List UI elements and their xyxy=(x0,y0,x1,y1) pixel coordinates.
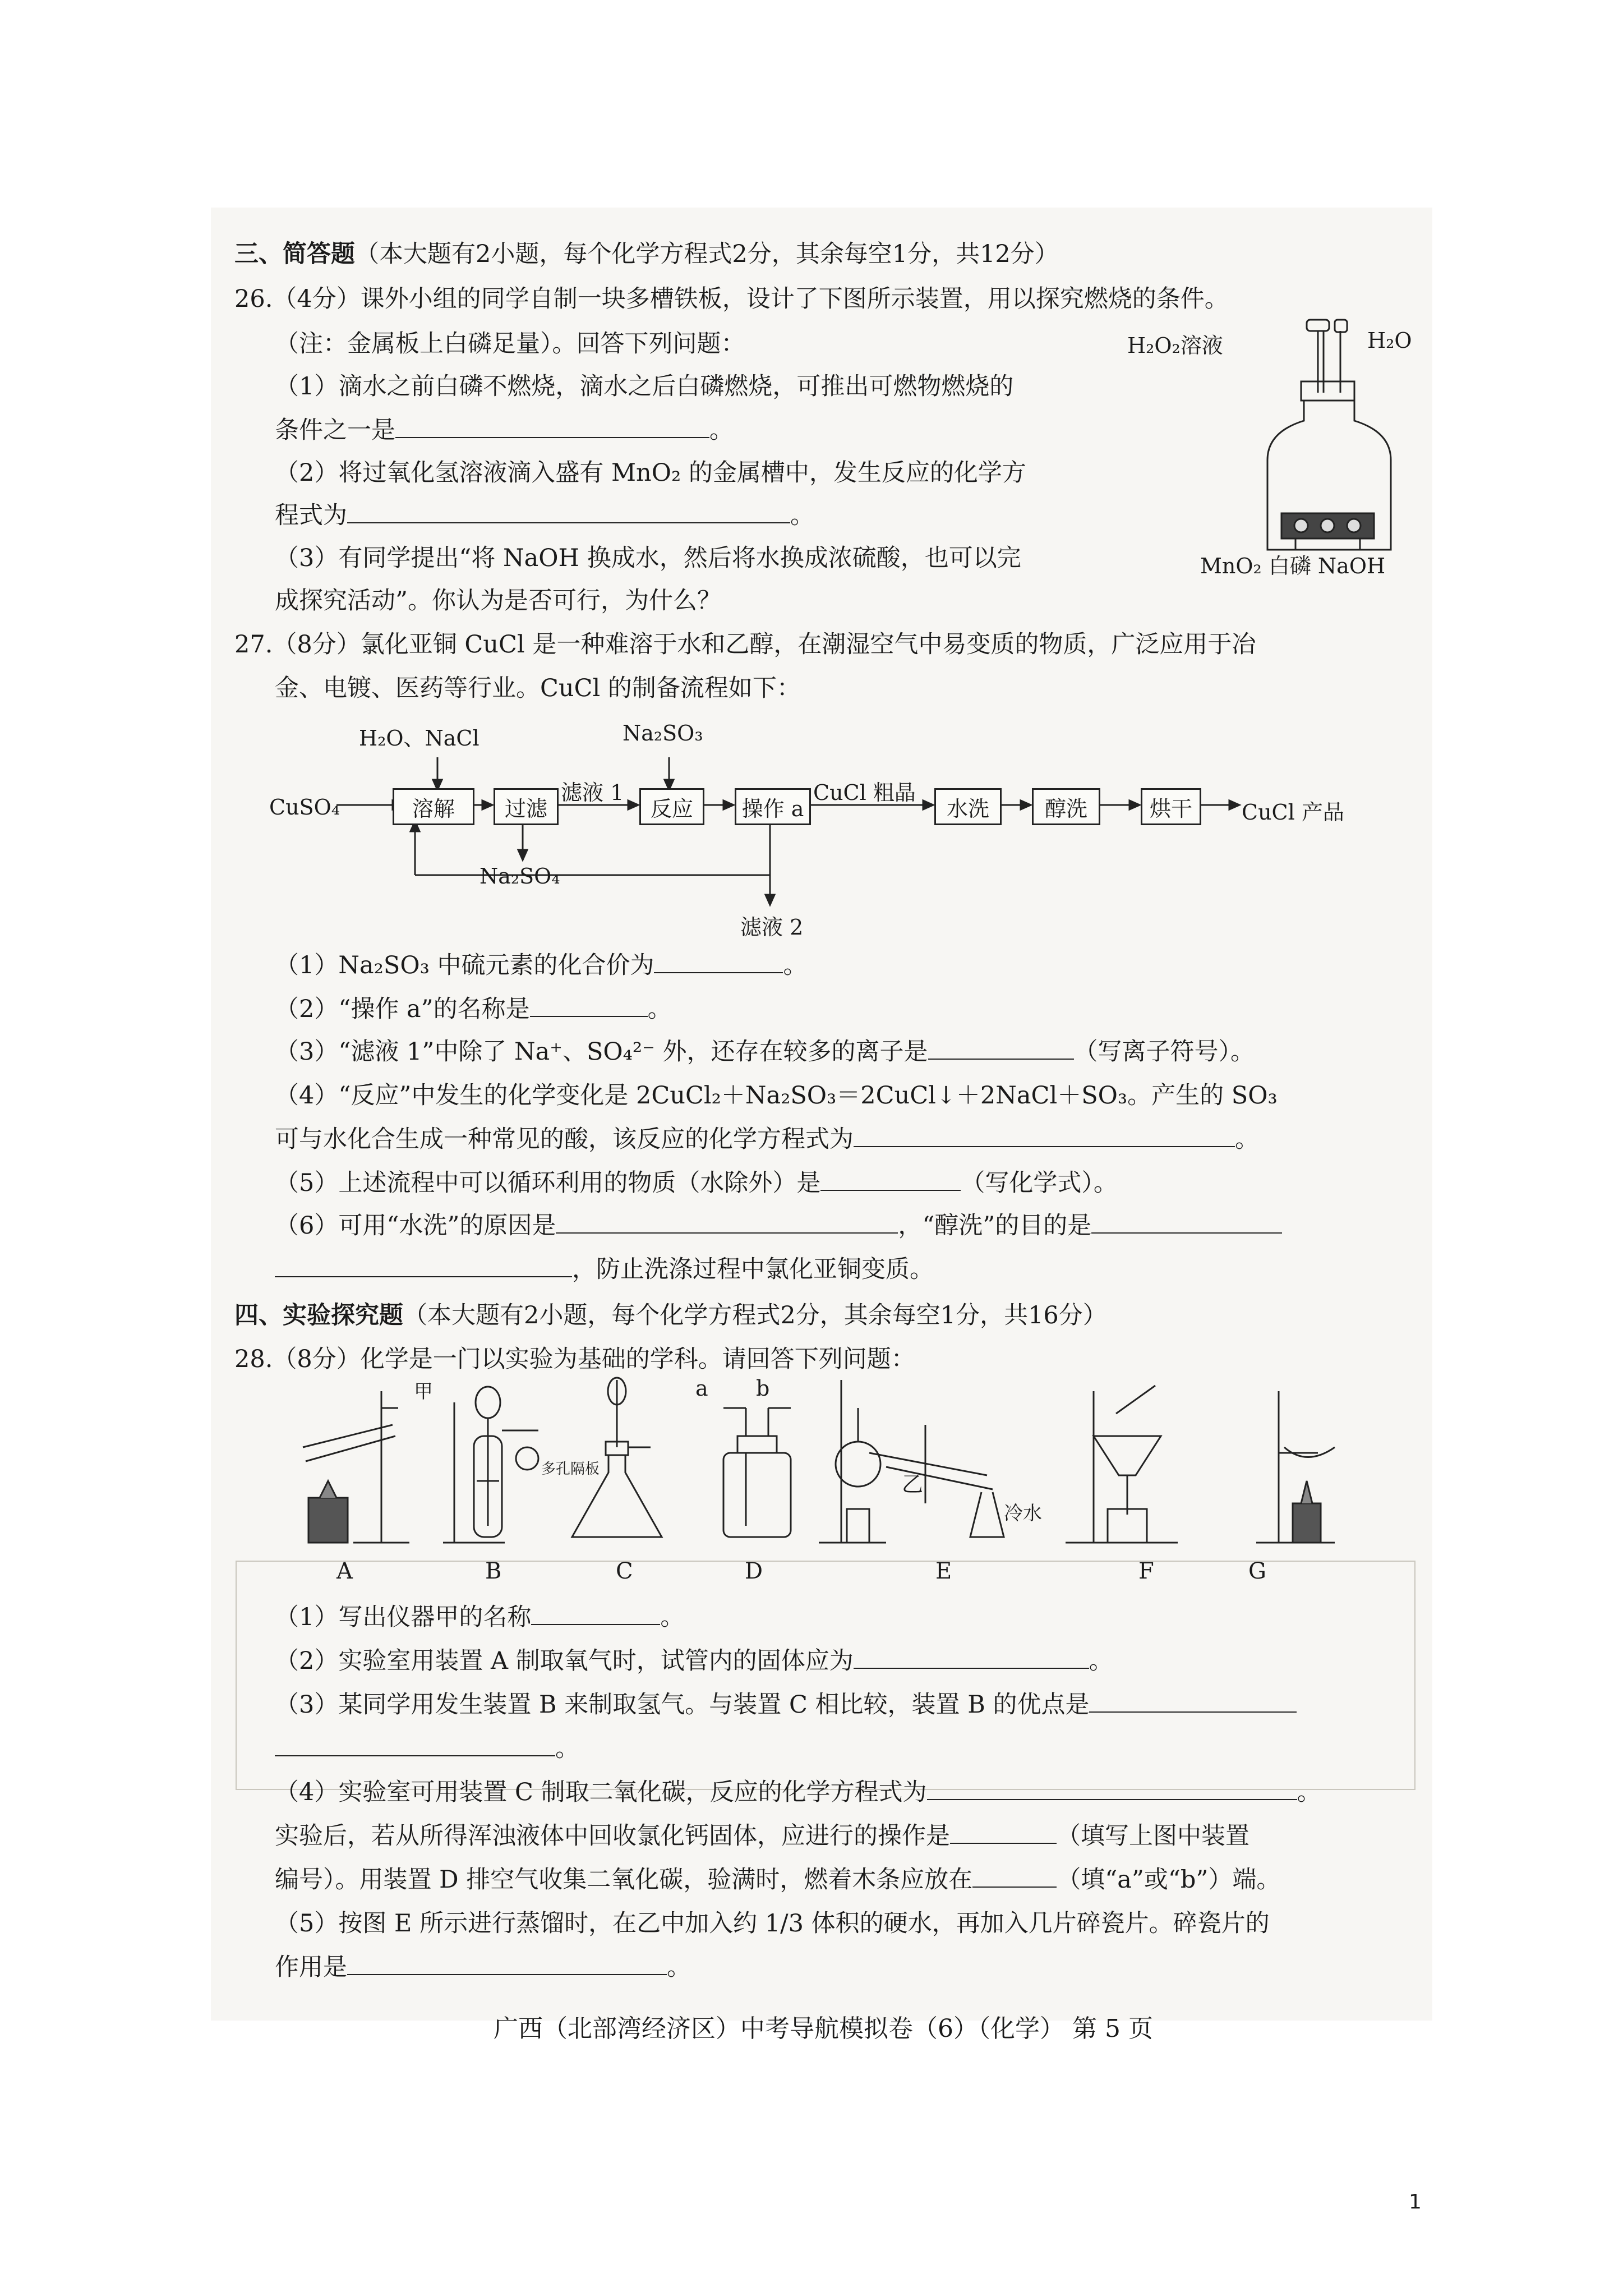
q28-p4a: （4）实验室可用装置 C 制取二氧化碳，反应的化学方程式为 。 xyxy=(275,1778,1321,1806)
flow-box-water-wash: 水洗 xyxy=(934,788,1002,825)
flow-arrow1-label: 滤液 1 xyxy=(561,780,624,805)
page-number: 1 xyxy=(1409,2191,1422,2214)
q27-p3: （3）“滤液 1”中除了 Na⁺、SO₄²⁻ 外，还存在较多的离子是 （写离子符号）。 xyxy=(275,1038,1255,1066)
q27-p5: （5）上述流程中可以循环利用的物质（水除外）是 （写化学式）。 xyxy=(275,1169,1118,1197)
apparatus-label-c: C xyxy=(616,1558,633,1584)
answer-blank[interactable] xyxy=(1089,1711,1297,1713)
q26-line1: 26.（4分）课外小组的同学自制一块多槽铁板，设计了下图所示装置，用以探究燃烧的条件。 xyxy=(234,285,1229,313)
flow-below1: Na₂SO₄ xyxy=(479,864,560,889)
answer-blank[interactable] xyxy=(972,1886,1057,1888)
fig-label-porous-plate: 多孔隔板 xyxy=(541,1461,600,1478)
section3-heading: 三、简答题（本大题有2小题，每个化学方程式2分，其余每空1分，共12分） xyxy=(234,240,1059,268)
q28-p5b: 作用是 。 xyxy=(275,1953,691,1981)
apparatus-label-a: A xyxy=(336,1558,353,1584)
q27-p4a: （4）“反应”中发生的化学变化是 2CuCl₂＋Na₂SO₃＝2CuCl↓＋2NaCl＋SO₃。产生的 SO₃ xyxy=(275,1082,1278,1110)
answer-blank[interactable] xyxy=(530,1015,648,1017)
fig-label-a: a xyxy=(695,1376,708,1401)
section4-heading: 四、实验探究题（本大题有2小题，每个化学方程式2分，其余每空1分，共16分） xyxy=(234,1301,1107,1329)
q26-p1b: 条件之一是 。 xyxy=(275,416,734,444)
answer-blank[interactable] xyxy=(275,1755,555,1756)
answer-blank[interactable] xyxy=(654,972,783,973)
answer-blank[interactable] xyxy=(395,436,709,438)
answer-blank[interactable] xyxy=(275,1276,572,1277)
fig-label-h2o: H₂O xyxy=(1367,328,1412,353)
q28-p5a: （5）按图 E 所示进行蒸馏时，在乙中加入约 1/3 体积的硬水，再加入几片碎瓷片。碎瓷片的 xyxy=(275,1910,1270,1938)
answer-blank[interactable] xyxy=(556,1232,898,1234)
q26-line2: （注：金属板上白磷足量）。回答下列问题： xyxy=(275,330,745,358)
q26-p1a: （1）滴水之前白磷不燃烧，滴水之后白磷燃烧，可推出可燃物燃烧的 xyxy=(275,372,1014,401)
fig-label-cold-water: 冷水 xyxy=(1004,1502,1042,1525)
fig-label-b: b xyxy=(756,1376,770,1401)
answer-blank[interactable] xyxy=(820,1189,961,1191)
q28-p1: （1）写出仪器甲的名称 。 xyxy=(275,1603,685,1631)
combustion-apparatus-figure xyxy=(1211,314,1436,572)
fig-label-h2o2: H₂O₂溶液 xyxy=(1127,333,1223,358)
answer-blank[interactable] xyxy=(531,1623,660,1625)
answer-blank[interactable] xyxy=(854,1667,1089,1669)
q26-p2b: 程式为 。 xyxy=(275,501,814,530)
fig-label-yi: 乙 xyxy=(902,1472,924,1497)
fig-label-bottom: MnO₂ 白磷 NaOH xyxy=(1200,554,1386,578)
q26-p3a: （3）有同学提出“将 NaOH 换成水，然后将水换成浓硫酸，也可以完 xyxy=(275,544,1021,572)
q27-line1: 27.（8分）氯化亚铜 CuCl 是一种难溶于水和乙醇，在潮湿空气中易变质的物质，广泛应用于冶 xyxy=(234,631,1256,659)
apparatus-label-f: F xyxy=(1138,1558,1154,1584)
flow-below2: 滤液 2 xyxy=(740,915,804,940)
q28-p3: （3）某同学用发生装置 B 来制取氢气。与装置 C 相比较，装置 B 的优点是 xyxy=(275,1693,1297,1717)
q28-line1: 28.（8分）化学是一门以实验为基础的学科。请回答下列问题： xyxy=(234,1345,915,1373)
apparatus-label-g: G xyxy=(1248,1558,1266,1584)
q27-p2: （2）“操作 a”的名称是 。 xyxy=(275,995,672,1023)
flow-box-alcohol-wash: 醇洗 xyxy=(1032,788,1100,825)
answer-blank[interactable] xyxy=(950,1842,1057,1844)
q26-p3b: 成探究活动”。你认为是否可行，为什么？ xyxy=(275,587,721,615)
flow-arrow2-label: CuCl 粗晶 xyxy=(813,780,916,805)
flow-box-operation-a: 操作 a xyxy=(735,788,811,825)
answer-blank[interactable] xyxy=(347,522,790,523)
answer-blank[interactable] xyxy=(928,1058,1074,1060)
q28-p3-cont: 。 xyxy=(275,1737,579,1761)
q26-p2a: （2）将过氧化氢溶液滴入盛有 MnO₂ 的金属槽中，发生反应的化学方 xyxy=(275,459,1026,487)
apparatus-label-d: D xyxy=(745,1558,763,1584)
answer-blank[interactable] xyxy=(927,1798,1297,1800)
q27-p1: （1）Na₂SO₃ 中硫元素的化合价为 。 xyxy=(275,951,808,979)
q28-p4d: 编号）。用装置 D 排空气收集二氧化碳，验满时，燃着木条应放在 （填“a”或“b”）端。 xyxy=(275,1866,1281,1894)
flow-top2: Na₂SO₃ xyxy=(623,721,703,746)
q27-p6: （6）可用“水洗”的原因是 ，“醇洗”的目的是 xyxy=(275,1214,1282,1238)
flow-box-dry: 烘干 xyxy=(1141,788,1201,825)
q28-p2: （2）实验室用装置 A 制取氧气时，试管内的固体应为 。 xyxy=(275,1647,1113,1675)
answer-blank[interactable] xyxy=(854,1145,1235,1147)
page-footer: 广西（北部湾经济区）中考导航模拟卷（6）（化学） 第 5 页 xyxy=(494,2014,1153,2043)
q27-line2: 金、电镀、医药等行业。CuCl 的制备流程如下： xyxy=(275,674,801,702)
q28-p4b: 实验后，若从所得浑浊液体中回收氯化钙固体，应进行的操作是 （填写上图中装置 xyxy=(275,1822,1249,1850)
flow-box-reaction: 反应 xyxy=(639,788,704,825)
apparatus-label-e: E xyxy=(935,1558,952,1584)
apparatus-label-b: B xyxy=(485,1558,502,1584)
lab-apparatus-figure xyxy=(280,1369,1402,1559)
flow-start: CuSO₄ xyxy=(269,795,340,820)
answer-blank[interactable] xyxy=(1091,1232,1282,1234)
flow-box-filter: 过滤 xyxy=(494,788,559,825)
flow-top1: H₂O、NaCl xyxy=(359,726,479,751)
flow-end: CuCl 产品 xyxy=(1242,800,1344,825)
flow-box-dissolve: 溶解 xyxy=(393,788,474,825)
q27-p6c: ，防止洗涤过程中氯化亚铜变质。 xyxy=(275,1258,934,1282)
answer-blank[interactable] xyxy=(347,1973,667,1975)
q27-p4b: 可与水化合生成一种常见的酸，该反应的化学方程式为 。 xyxy=(275,1125,1259,1153)
fig-label-jia: 甲 xyxy=(414,1381,433,1403)
